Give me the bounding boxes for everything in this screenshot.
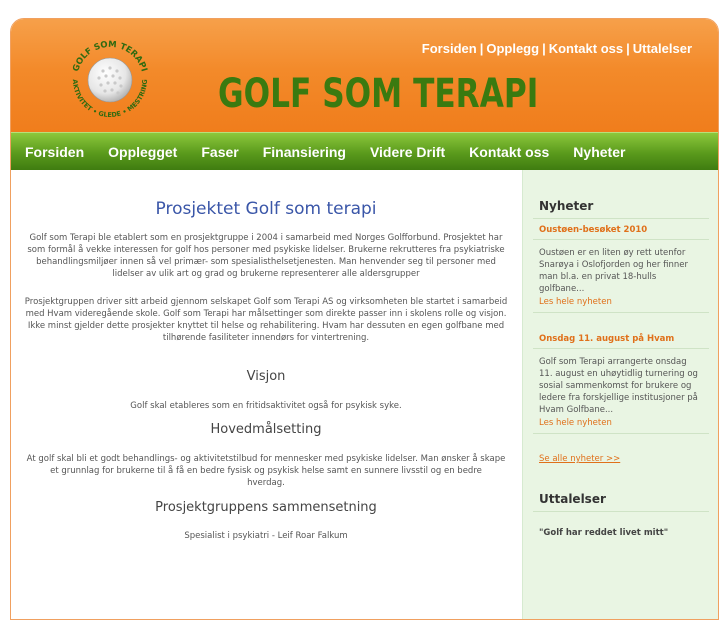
news-item-title[interactable]: Onsdag 11. august på Hvam	[539, 334, 675, 344]
divider	[533, 239, 709, 240]
main-content	[11, 170, 521, 620]
text-line: med Hvam videregående skole. Golf som Terapi har målsettinger som direkte passer inn i skolens rolle og visjon.	[25, 309, 507, 319]
visjon-heading: Visjon	[246, 369, 286, 384]
text-line: tilhørende fasiliteter innendørs for vintertrening.	[162, 333, 370, 343]
divider	[533, 312, 709, 313]
toplink-forsiden[interactable]: Forsiden	[421, 41, 477, 56]
text-line: Ikke minst gjelder dette prosjekter knyttet til helse og rehabilitering. Hvam har dessuten en egen golfbane med	[27, 321, 505, 331]
hovedmalsetting-paragraph	[21, 453, 511, 489]
nav-item-kontakt-oss[interactable]: Kontakt oss	[469, 143, 550, 160]
toplink-separator: |	[542, 41, 546, 56]
nav-item-finansiering[interactable]: Finansiering	[262, 143, 346, 160]
text-line: ledere fra forskjellige institusjoner på	[539, 393, 698, 403]
toplink-kontakt-oss[interactable]: Kontakt oss	[548, 41, 624, 56]
text-line: Hvam Golfbane...	[539, 405, 614, 415]
text-line: et grunnlag for brukerne til å få en bedre fysisk og psykisk helse samt en sunnere livsstil og en bedre	[50, 466, 482, 476]
text-line: som formål å vekke interessen for golf hos personer med psykiske lidelser. Brukerne rekrutteres fra psykiatriske	[27, 245, 505, 255]
text-line: golfbane...	[539, 284, 585, 294]
text-line: Golf som Terapi arrangerte onsdag	[539, 357, 687, 367]
nav-item-forsiden[interactable]: Forsiden	[25, 143, 85, 160]
toplink-uttalelser[interactable]: Uttalelser	[632, 41, 692, 56]
hovedmalsetting-heading: Hovedmålsetting	[210, 422, 322, 437]
text-line: lidelser av ulik art og grad og brukerne representerer alle aldersgrupper	[112, 269, 420, 279]
nav-item-nyheter[interactable]: Nyheter	[573, 143, 626, 160]
site-title: GOLF SOM TERAPI	[218, 71, 539, 117]
sidebar	[522, 170, 719, 620]
text-line: Golf som Terapi ble etablert som en prosjektgruppe i 2004 i samarbeid med Norges Golfforbund. Prosjektet har	[29, 233, 503, 243]
text-line: Oustøen er en liten øy rett utenfor	[539, 248, 686, 258]
text-line: hverdag.	[247, 478, 285, 488]
nav-item-faser[interactable]: Faser	[201, 143, 239, 160]
divider	[533, 348, 709, 349]
divider	[533, 218, 709, 219]
news-heading: Nyheter	[539, 199, 594, 213]
nav-item-videre-drift[interactable]: Videre Drift	[369, 143, 446, 160]
text-line: sosial sammenkomst for brukere og	[539, 381, 692, 391]
top-links	[422, 41, 692, 56]
read-more-link[interactable]: Les hele nyheten	[539, 297, 612, 307]
read-more-link[interactable]: Les hele nyheten	[539, 418, 612, 428]
main-nav	[11, 132, 718, 170]
nav-item-opplegget[interactable]: Opplegget	[108, 143, 178, 160]
text-line: At golf skal bli et godt behandlings- og aktivitetstilbud for mennesker med psykiske lidelser. Man ønsker å skape	[26, 454, 506, 464]
visjon-text: Golf skal etableres som en fritidsaktivitet også for psykisk syke.	[130, 401, 402, 411]
divider	[533, 511, 709, 512]
text-line: 11. august en uhøytidlig turnering og	[539, 369, 698, 379]
logo-bottom-text: AKTIVITET • GLEDE • MESTRING	[70, 79, 150, 120]
page-title: Prosjektet Golf som terapi	[155, 199, 377, 219]
toplink-opplegg[interactable]: Opplegg	[486, 41, 540, 56]
sammensetning-line: Spesialist i psykiatri - Leif Roar Falkum	[184, 531, 348, 541]
site-header	[11, 19, 718, 132]
sammensetning-heading: Prosjektgruppens sammensetning	[155, 500, 377, 515]
divider	[533, 433, 709, 434]
logo-top-text: GOLF SOM TERAPI	[71, 39, 149, 73]
all-news-link[interactable]: Se alle nyheter >>	[539, 454, 621, 464]
text-line: Prosjektgruppen driver sitt arbeid gjennom selskapet Golf som Terapi AS og virksomheten ble startet i samarbeid	[24, 297, 508, 307]
text-line: man bl.a. en privat 18-hulls	[539, 272, 657, 282]
golf-ball-logo-icon[interactable]	[67, 37, 153, 123]
toplink-separator: |	[626, 41, 630, 56]
news-item-text	[539, 356, 701, 416]
project-paragraph	[21, 296, 511, 344]
text-line: behandlingsmiljøer innen så vel primær- som spesialisthelsetjenesten. Man henvender seg til personer med	[36, 257, 496, 267]
page-frame	[10, 18, 719, 620]
intro-paragraph	[21, 232, 511, 280]
news-item-text	[539, 247, 701, 295]
text-line: Snarøya i Oslofjorden og her finner	[539, 260, 688, 270]
quote-text: "Golf har reddet livet mitt"	[539, 528, 669, 538]
news-item-title[interactable]: Oustøen-besøket 2010	[539, 225, 648, 235]
toplink-separator: |	[479, 41, 484, 56]
quotes-heading: Uttalelser	[539, 492, 606, 506]
